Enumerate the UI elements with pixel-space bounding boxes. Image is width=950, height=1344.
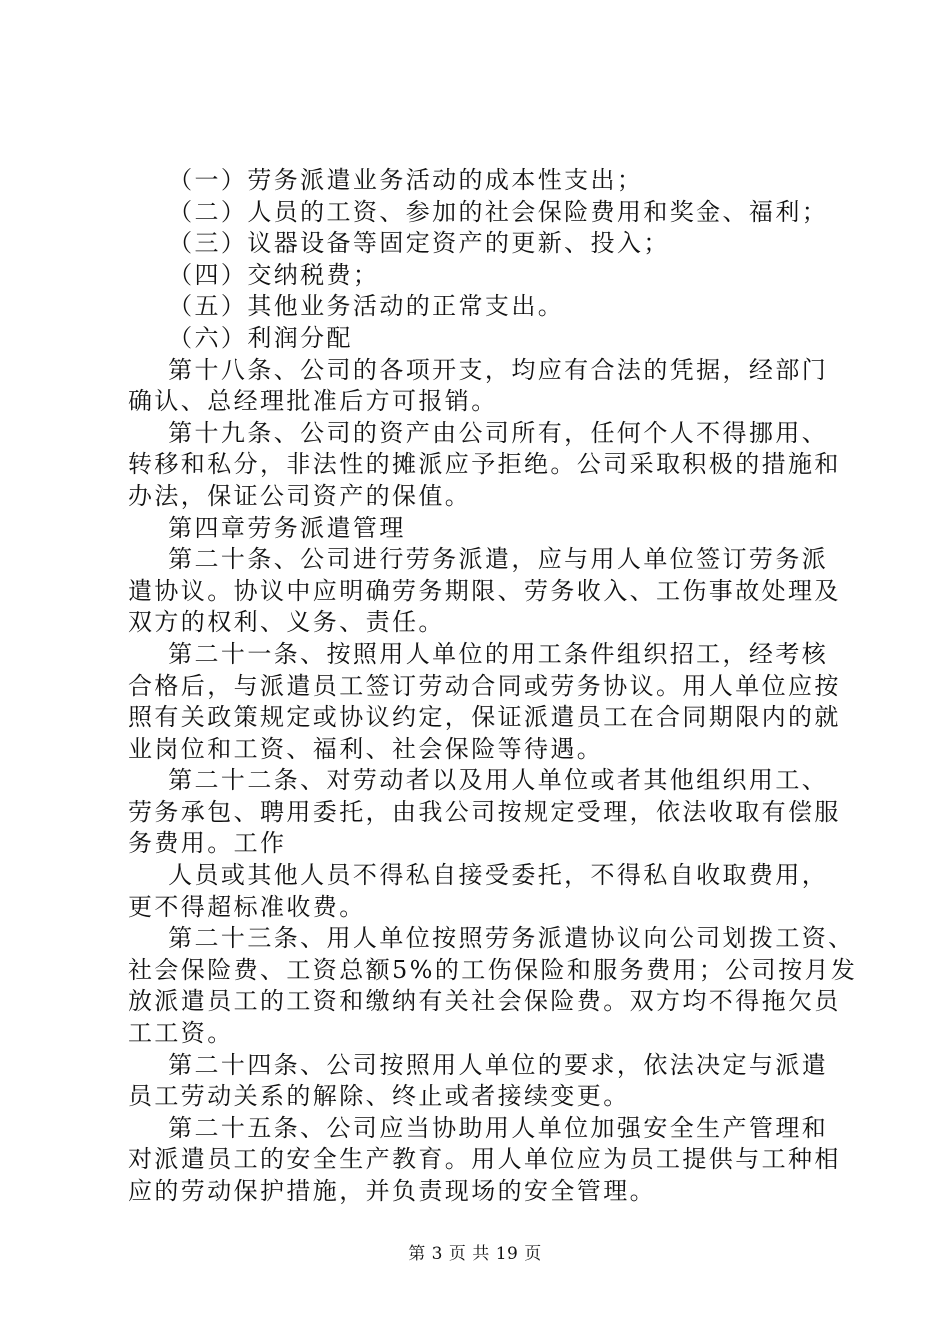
text-line: 放派遣员工的工资和缴纳有关社会保险费。双方均不得拖欠员 bbox=[128, 987, 841, 1016]
text-line: 应的劳动保护措施，并负责现场的安全管理。 bbox=[128, 1177, 656, 1205]
text-line: 遣协议。协议中应明确劳务期限、劳务收入、工伤事故处理及 bbox=[128, 576, 841, 605]
text-line: 务费用。工作 bbox=[128, 829, 287, 858]
text-line: （二）人员的工资、参加的社会保险费用和奖金、福利； bbox=[128, 197, 829, 226]
text-line: 社会保险费、工资总额5%的工伤保险和服务费用；公司按月发 bbox=[128, 955, 858, 984]
text-line: 照有关政策规定或协议约定，保证派遣员工在合同期限内的就 bbox=[128, 703, 841, 732]
text-line: 对派遣员工的安全生产教育。用人单位应为员工提供与工种相 bbox=[128, 1145, 841, 1174]
text-line: （四）交纳税费； bbox=[128, 260, 380, 289]
text-line: 劳务承包、聘用委托，由我公司按规定受理，依法收取有偿服 bbox=[128, 797, 841, 826]
text-line: 第二十五条、公司应当协助用人单位加强安全生产管理和 bbox=[128, 1113, 829, 1142]
text-line: 确认、总经理批准后方可报销。 bbox=[128, 387, 498, 416]
text-line: 更不得超标准收费。 bbox=[128, 892, 366, 921]
text-line: 员工劳动关系的解除、终止或者接续变更。 bbox=[128, 1082, 630, 1111]
text-line: 办法，保证公司资产的保值。 bbox=[128, 481, 472, 510]
text-line: 第二十一条、按照用人单位的用工条件组织招工，经考核 bbox=[128, 639, 829, 668]
text-line: （五）其他业务活动的正常支出。 bbox=[128, 292, 565, 321]
text-line: 第十八条、公司的各项开支，均应有合法的凭据，经部门 bbox=[128, 355, 829, 384]
text-line: 第二十四条、公司按照用人单位的要求，依法决定与派遣 bbox=[128, 1050, 829, 1079]
text-line: （一）劳务派遣业务活动的成本性支出； bbox=[128, 166, 644, 194]
text-line: 人员或其他人员不得私自接受委托，不得私自收取费用， bbox=[128, 861, 829, 890]
text-line: 双方的权利、义务、责任。 bbox=[128, 608, 445, 637]
document-body bbox=[128, 165, 858, 1208]
text-line: 转移和私分，非法性的摊派应予拒绝。公司采取积极的措施和 bbox=[128, 450, 841, 479]
text-line: （三）议器设备等固定资产的更新、投入； bbox=[128, 229, 670, 258]
text-line: 第二十三条、用人单位按照劳务派遣协议向公司划拨工资、 bbox=[128, 924, 855, 953]
text-line: （六）利润分配 bbox=[128, 323, 353, 352]
text-line: 第十九条、公司的资产由公司所有，任何个人不得挪用、 bbox=[128, 418, 829, 447]
text-line: 工工资。 bbox=[128, 1019, 234, 1048]
page-number-footer: 第 3 页 共 19 页 bbox=[408, 1244, 542, 1264]
text-line: 业岗位和工资、福利、社会保险等待遇。 bbox=[128, 734, 604, 763]
text-line: 第二十条、公司进行劳务派遣，应与用人单位签订劳务派 bbox=[128, 545, 829, 574]
chapter-heading: 第四章劳务派遣管理 bbox=[128, 513, 406, 542]
text-line: 合格后，与派遣员工签订劳动合同或劳务协议。用人单位应按 bbox=[128, 671, 841, 700]
text-line: 第二十二条、对劳动者以及用人单位或者其他组织用工、 bbox=[128, 766, 829, 795]
